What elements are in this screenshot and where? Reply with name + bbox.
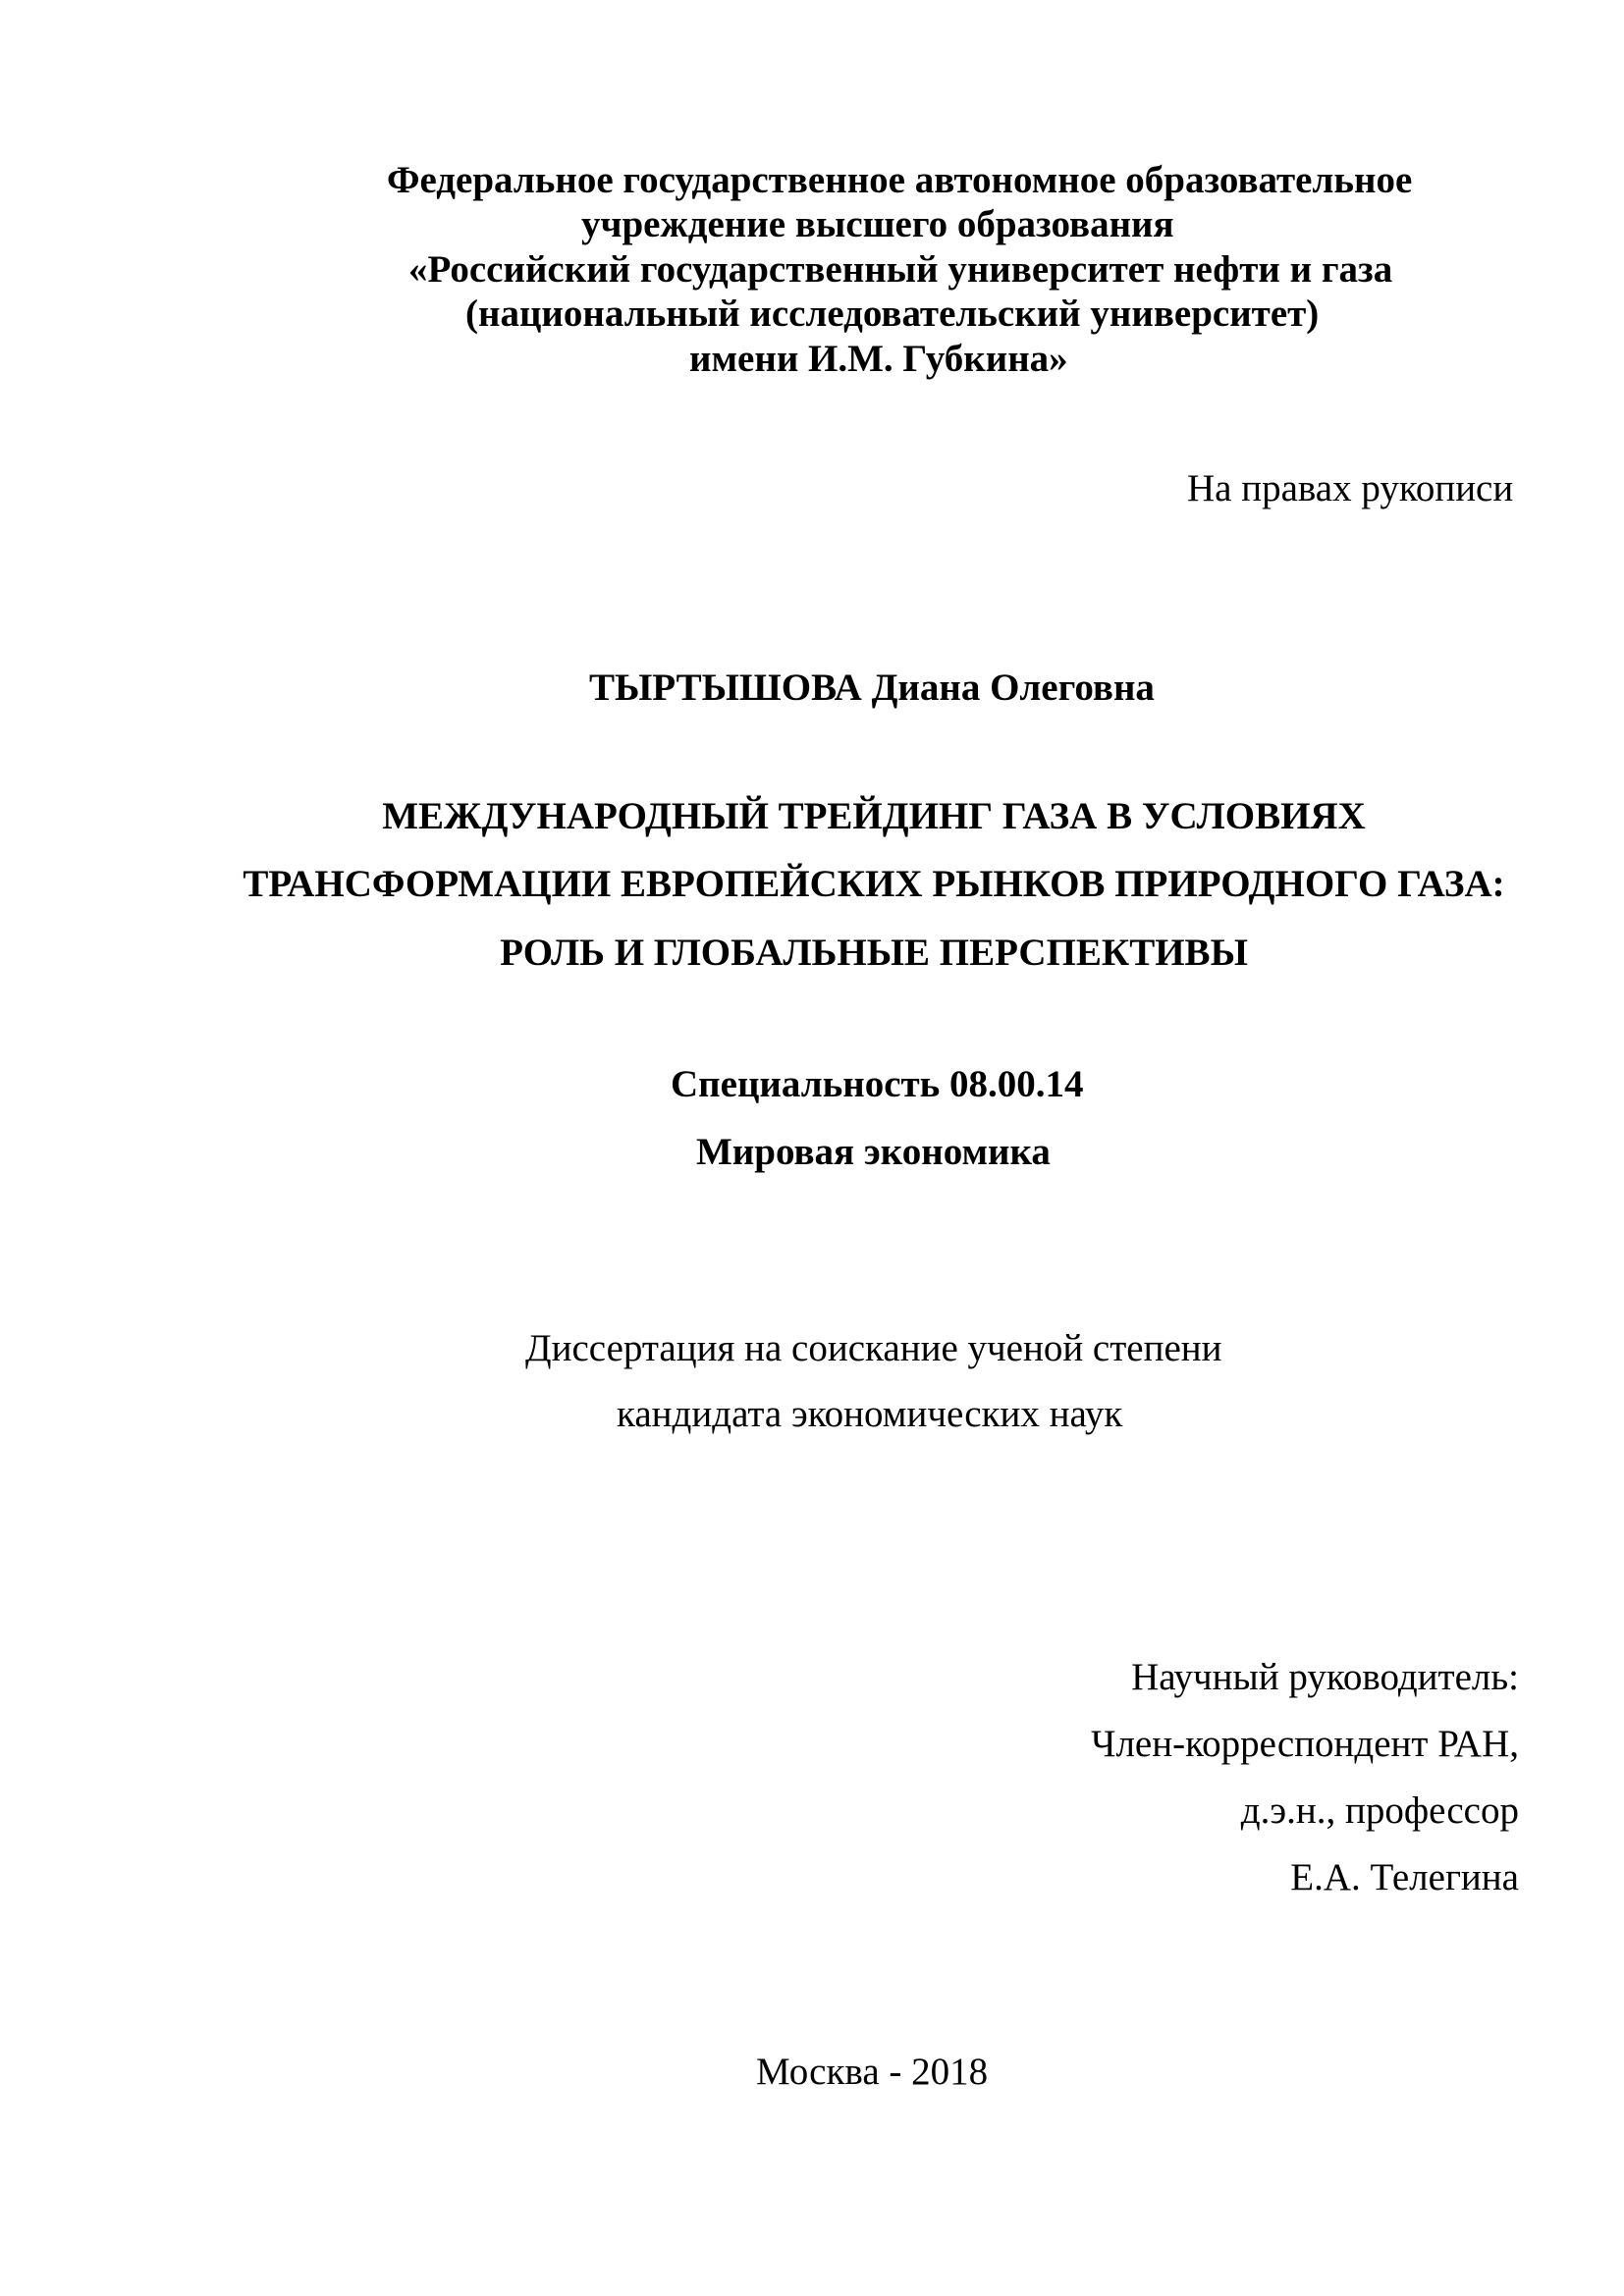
supervisor-academic-title: Член-корреспондент РАН, [1091, 1723, 1519, 1765]
place-year: Москва - 2018 [756, 2051, 989, 2093]
supervisor-degree: д.э.н., профессор [1240, 1789, 1519, 1832]
degree-line-2: кандидата экономических наук [617, 1393, 1123, 1435]
institution-line-2: учреждение высшего образования [581, 203, 1174, 245]
institution-line-1: Федеральное государственное автономное образовательное [387, 159, 1413, 201]
dissertation-title-line-1: МЕЖДУНАРОДНЫЙ ТРЕЙДИНГ ГАЗА В УСЛОВИЯХ [382, 795, 1366, 837]
author-given-names: Диана Олеговна [871, 667, 1155, 709]
supervisor-label: Научный руководитель: [1131, 1656, 1519, 1698]
institution-line-4: (национальный исследовательский университет) [465, 293, 1320, 335]
supervisor-name: Е.А. Телегина [1290, 1856, 1519, 1898]
degree-line-1: Диссертация на соискание ученой степени [525, 1327, 1222, 1369]
author-surname: ТЫРТЫШОВА [589, 667, 862, 709]
manuscript-note: На правах рукописи [1187, 467, 1514, 509]
institution-line-3: «Российский государственный университет нефти и газа [408, 248, 1393, 291]
dissertation-title-line-2: ТРАНСФОРМАЦИИ ЕВРОПЕЙСКИХ РЫНКОВ ПРИРОДНОГО ГАЗА: [243, 863, 1505, 905]
author-name [589, 668, 1155, 707]
dissertation-title-line-3: РОЛЬ И ГЛОБАЛЬНЫЕ ПЕРСПЕКТИВЫ [500, 932, 1248, 974]
specialty-name: Мировая экономика [696, 1131, 1051, 1173]
specialty-code: Специальность 08.00.14 [671, 1063, 1084, 1105]
institution-line-5: имени И.М. Губкина» [689, 338, 1068, 380]
